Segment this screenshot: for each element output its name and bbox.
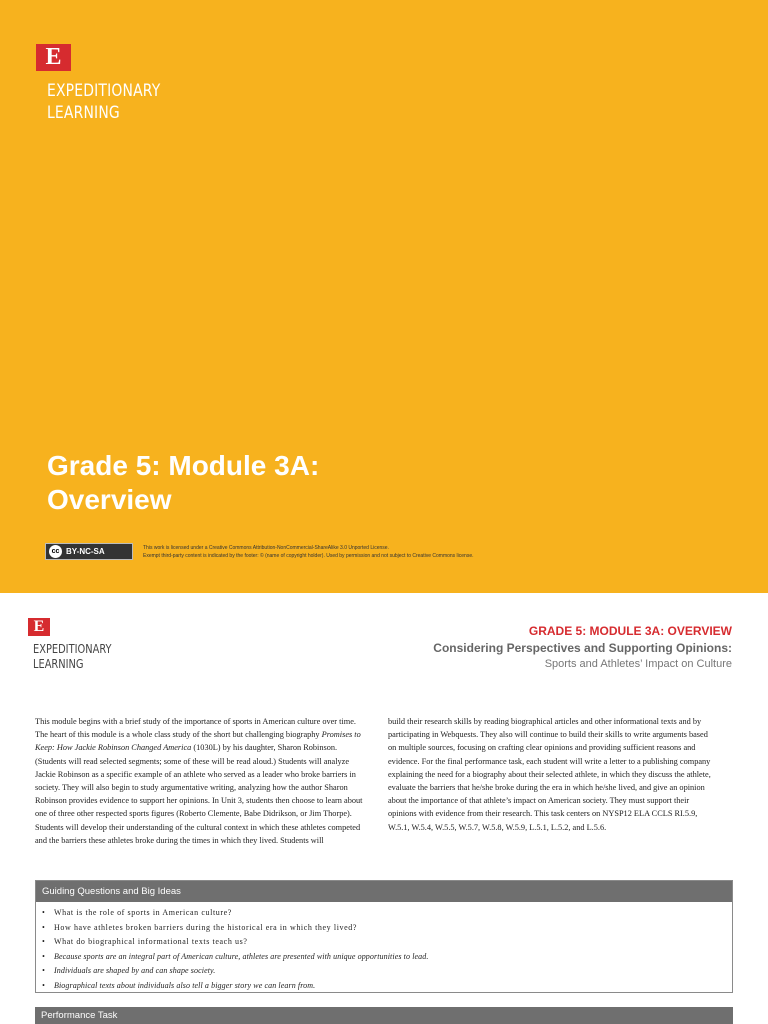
overview-text: This module begins with a brief study of the importance of sports in American culture over time. The heart of this module is a whole class study of the short but challenging biography bbox=[35, 717, 356, 740]
license-line-1: This work is licensed under a Creative Commons Attribution-NonCommercial-ShareAlike 3.0 Unported License. bbox=[143, 545, 389, 551]
el-logo-mark: E bbox=[36, 44, 71, 71]
license-notice bbox=[143, 544, 563, 560]
el-logo-wordmark bbox=[47, 80, 160, 124]
overview-column-right: build their research skills by reading biographical articles and other informational texts and by participating in Webquests. They also will continue to build their skills to write arguments based on multiple sources, focusing on crafting clear opinions and providing sufficient reasons and evidence. For the final performance task, each student will write a letter to a publishing company explaining the need for a biography about their selected athlete, in which they discuss the athlete, evaluate the barriers that he/she broke during the era in which he/she lived, and give an opinion about the importance of that athlete’s impact on American society. They must support their opinions with evidence from their research. This task centers on NYSP12 ELA CCLS RI.5.9, W.5.1, W.5.4, W.5.5, W.5.7, W.5.8, W.5.9, L.5.1, L.5.2, and L.5.6. bbox=[388, 717, 711, 832]
el-logo-mark: E bbox=[28, 618, 50, 636]
overview-page bbox=[0, 593, 768, 1024]
cc-badge-label: BY-NC-SA bbox=[66, 547, 105, 556]
overview-column-left bbox=[35, 715, 365, 847]
guiding-question: • What is the role of sports in American culture? bbox=[42, 906, 732, 921]
logo-line-1: EXPEDITIONARY bbox=[47, 81, 161, 101]
cc-icon: cc bbox=[49, 545, 62, 558]
guiding-question: • What do biographical informational texts teach us? bbox=[42, 935, 732, 950]
big-idea: • Because sports are an integral part of American culture, athletes are presented with unique opportunities to lead. bbox=[42, 950, 732, 965]
guiding-questions-heading: Guiding Questions and Big Ideas bbox=[36, 881, 732, 902]
module-subtitle: Sports and Athletes’ Impact on Culture bbox=[544, 658, 732, 670]
logo-line-2: LEARNING bbox=[33, 657, 84, 671]
performance-task-heading: Performance Task bbox=[35, 1007, 733, 1024]
logo-line-1: EXPEDITIONARY bbox=[33, 642, 112, 656]
module-title: Considering Perspectives and Supporting Opinions: bbox=[433, 641, 732, 655]
big-idea: • Biographical texts about individuals also tell a bigger story we can learn from. bbox=[42, 979, 732, 994]
overview-text: (1030L) by his daughter, Sharon Robinson. (Students will read selected segments; some of these will be read aloud.) Students will analyze Jackie Robinson as a specific example of an athlete who served as a leader who broke barriers in society. They will also begin to study argumentative writing, analyzing how the author Sharon Robinson provides evidence to support her opinions. In Unit 3, students then choose to learn about one of three other respected sports figures (Roberto Clemente, Babe Didrikson, or Jim Thorpe). Students will develop their understanding of the cultural context in which these athletes competed and the barriers these athletes broke during the times in which they lived. Students will bbox=[35, 743, 363, 845]
big-idea: • Individuals are shaped by and can shape society. bbox=[42, 964, 732, 979]
module-header: GRADE 5: MODULE 3A: OVERVIEW bbox=[528, 624, 732, 638]
guiding-questions-box bbox=[35, 880, 733, 993]
cover-title: Grade 5: Module 3A: bbox=[47, 450, 320, 481]
creative-commons-badge[interactable] bbox=[45, 543, 133, 560]
license-line-2: Exempt third-party content is indicated by the footer: © (name of copyright holder). Used by permission and not subject to Creative Commons license. bbox=[143, 553, 474, 559]
book-title: Promises to Keep: How Jackie Robinson Changed America bbox=[35, 730, 361, 753]
el-logo-wordmark bbox=[33, 642, 112, 672]
logo-line-2: LEARNING bbox=[47, 103, 120, 123]
cover-subtitle: Overview bbox=[47, 484, 172, 515]
guiding-question: • How have athletes broken barriers during the historical era in which they lived? bbox=[42, 921, 732, 936]
guiding-questions-list bbox=[36, 902, 732, 993]
